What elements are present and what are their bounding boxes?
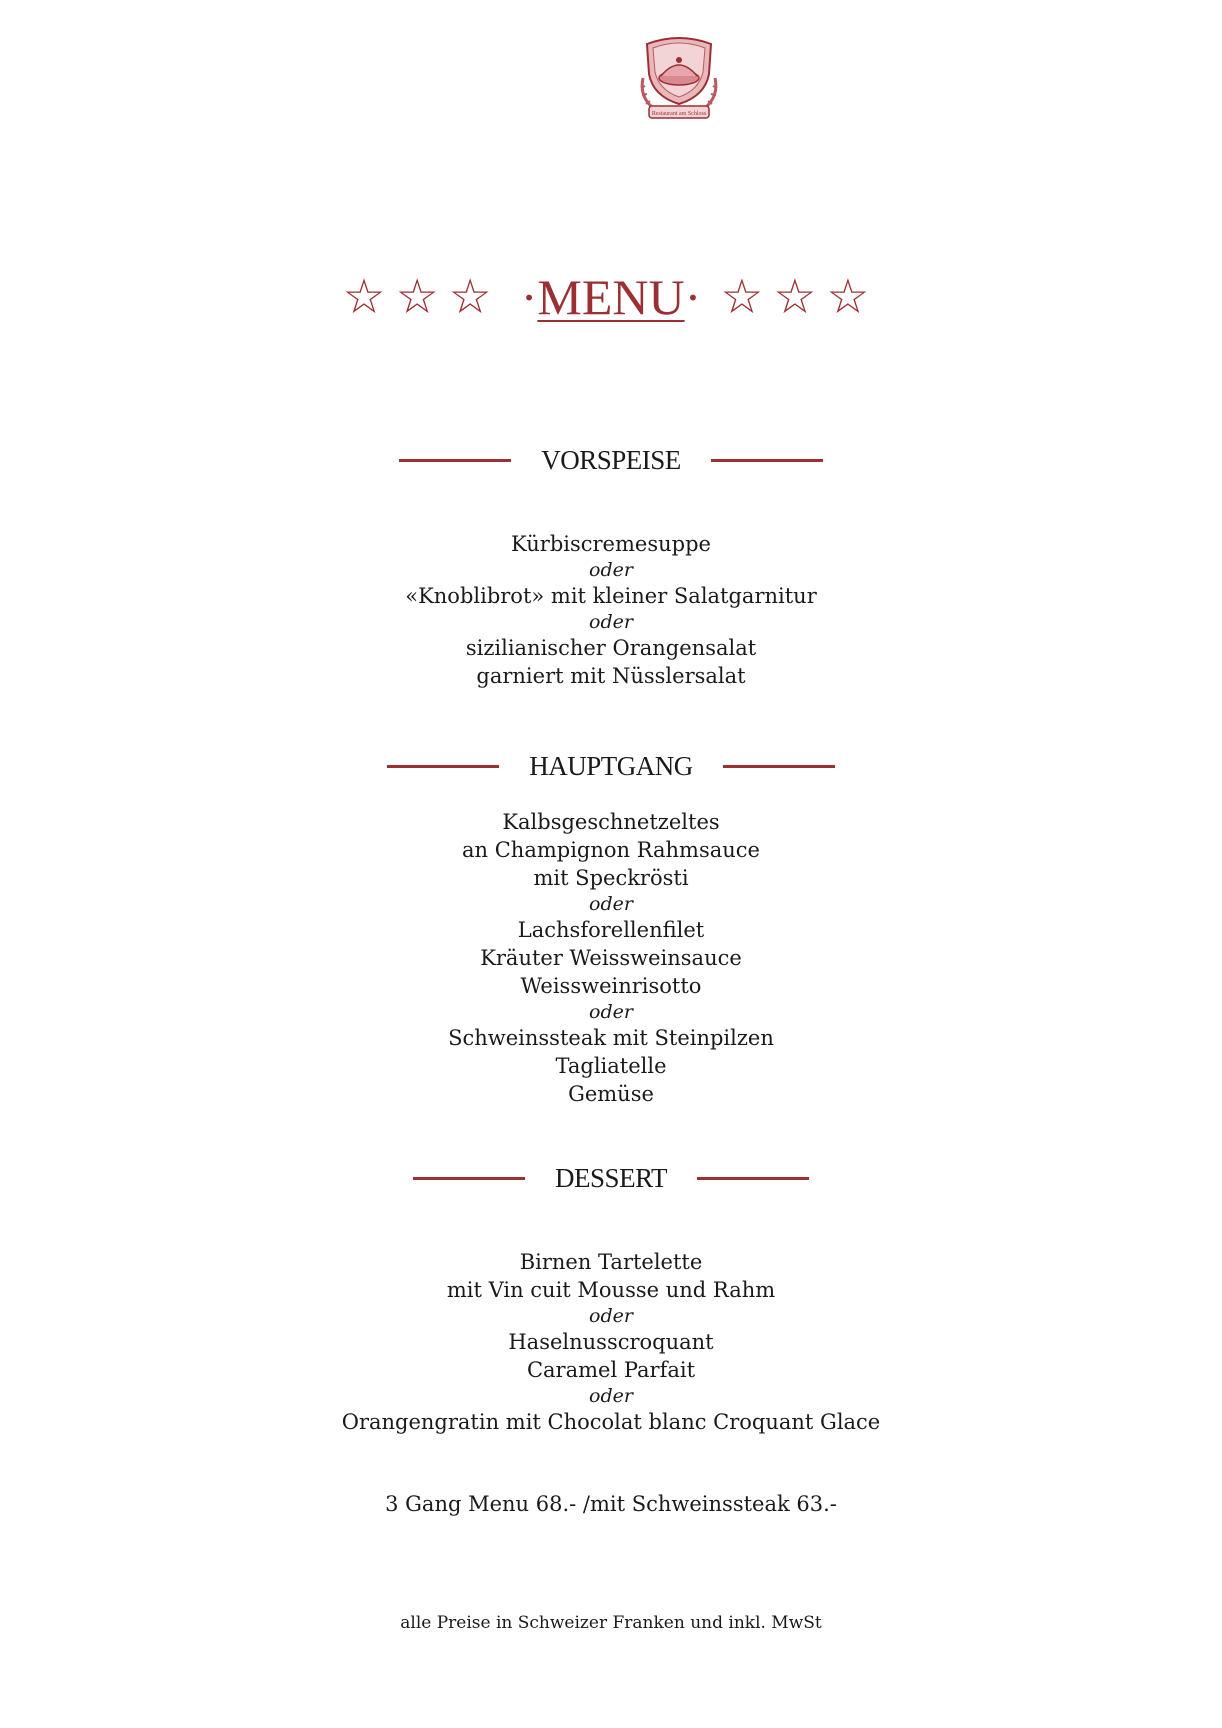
dish: garniert mit Nüsslersalat: [476, 664, 746, 688]
vorspeise-items: [0, 530, 1222, 690]
dish: Orangengratin mit Chocolat blanc Croquant Glace: [341, 1410, 881, 1434]
dish: Kürbiscremesuppe: [511, 532, 711, 556]
page-title: [521, 262, 702, 332]
dish: mit Speckrösti: [533, 866, 689, 890]
stars-left: ☆☆☆: [342, 269, 502, 325]
dish: mit Vin cuit Mousse und Rahm: [446, 1278, 776, 1302]
dish: an Champignon Rahmsauce: [462, 838, 760, 862]
section-heading-label: VORSPEISE: [541, 445, 681, 475]
logo-text: Restaurant am Schloss: [651, 111, 707, 117]
title-word: MENU: [537, 269, 685, 325]
or-separator: oder: [589, 1385, 633, 1407]
section-hauptgang: [0, 748, 1222, 784]
dish: Lachsforellenfilet: [517, 918, 705, 942]
price-note: alle Preise in Schweizer Franken und inkl. MwSt: [400, 1613, 822, 1633]
dish: Weissweinrisotto: [520, 974, 702, 998]
or-separator: oder: [589, 1001, 633, 1023]
dish: Birnen Tartelette: [519, 1250, 703, 1274]
divider-left: [399, 459, 511, 462]
dish: Kalbsgeschnetzeltes: [502, 810, 720, 834]
title-suffix: ·: [684, 269, 702, 325]
divider-right: [723, 765, 835, 768]
section-dessert: [0, 1160, 1222, 1196]
hauptgang-items: [0, 808, 1222, 1108]
or-separator: oder: [589, 559, 633, 581]
stars-right: ☆☆☆: [720, 269, 880, 325]
menu-price: 3 Gang Menu 68.- /mit Schweinssteak 63.-: [385, 1492, 837, 1516]
section-heading: [0, 442, 1222, 478]
dish: sizilianischer Orangensalat: [465, 636, 757, 660]
dish: Gemüse: [568, 1082, 654, 1106]
divider-right: [697, 1177, 809, 1180]
section-heading: [0, 1160, 1222, 1196]
divider-left: [387, 765, 499, 768]
crest-logo-icon: [637, 34, 721, 124]
or-separator: oder: [589, 893, 633, 915]
dish: Caramel Parfait: [526, 1358, 696, 1382]
or-separator: oder: [589, 1305, 633, 1327]
dish: Kräuter Weissweinsauce: [480, 946, 742, 970]
dish: «Knoblibrot» mit kleiner Salatgarnitur: [405, 584, 817, 608]
dish: Haselnusscroquant: [508, 1330, 714, 1354]
dessert-items: [0, 1248, 1222, 1436]
menu-title-row: [0, 262, 1222, 332]
title-prefix: ·: [520, 269, 538, 325]
section-heading-label: HAUPTGANG: [529, 751, 693, 781]
divider-left: [413, 1177, 525, 1180]
section-heading: [0, 748, 1222, 784]
dish: Schweinssteak mit Steinpilzen: [448, 1026, 774, 1050]
dish: Tagliatelle: [555, 1054, 667, 1078]
divider-right: [711, 459, 823, 462]
section-heading-label: DESSERT: [555, 1163, 667, 1193]
section-vorspeise: [0, 442, 1222, 478]
or-separator: oder: [589, 611, 633, 633]
